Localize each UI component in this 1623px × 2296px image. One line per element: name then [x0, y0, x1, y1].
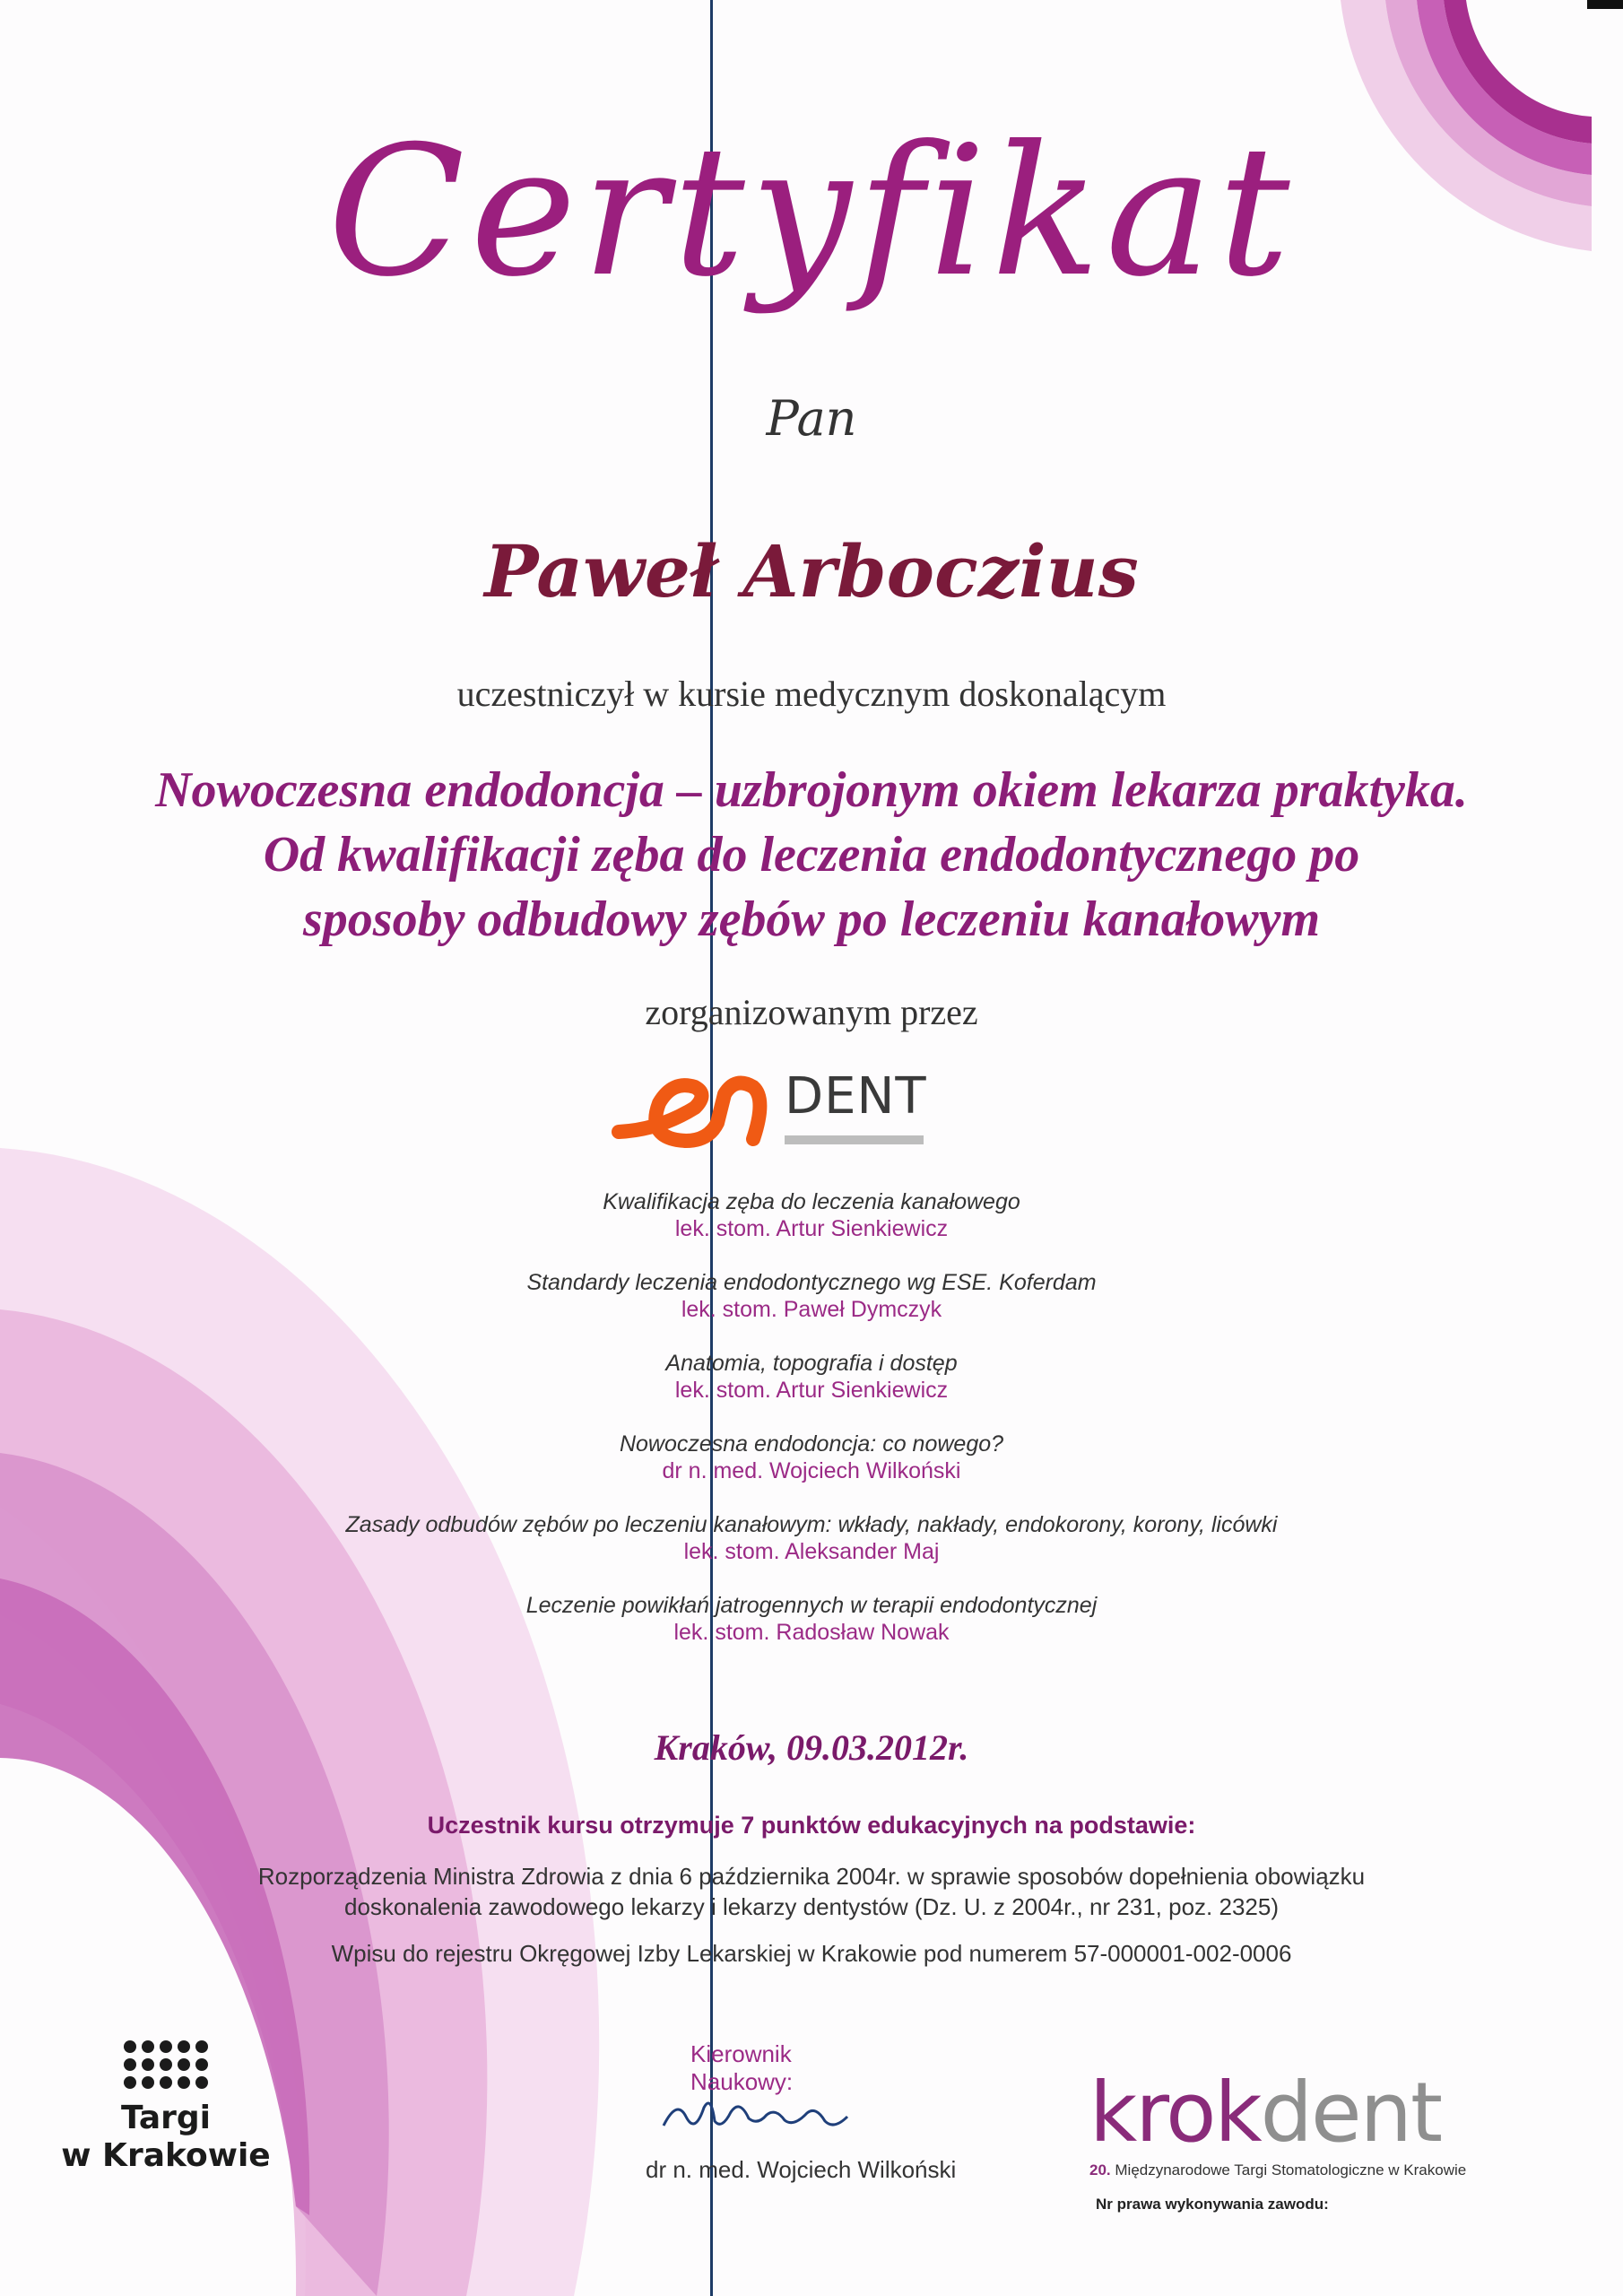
targi-w-krakowie-logo [58, 2040, 273, 2175]
corner-mark [1587, 0, 1623, 9]
course-title [0, 758, 1623, 952]
place-and-date: Kraków, 09.03.2012r. [654, 1727, 969, 1768]
lecture-topic: Standardy leczenia endodontycznego wg ESE. Koferdam [526, 1270, 1097, 1295]
lecture-item [0, 1188, 1623, 1242]
scientific-head-name: dr n. med. Wojciech Wilkoński [646, 2156, 957, 2183]
lecture-speaker: lek. stom. Radosław Nowak [673, 1620, 950, 1645]
targi-logo-line2: w Krakowie [61, 2137, 271, 2174]
organized-by-label: zorganizowanym przez [645, 992, 978, 1032]
lecture-topic: Leczenie powikłań jatrogennych w terapii endodontycznej [525, 1593, 1098, 1618]
endent-logo [610, 1067, 950, 1166]
krokdent-subtitle-text: Międzynarodowe Targi Stomatologiczne w Krakowie [1115, 2161, 1467, 2179]
participation-statement: uczestniczył w kursie medycznym doskonalącym [456, 674, 1167, 714]
legal-basis-line: doskonalenia zawodowego lekarzy i lekarzy dentystów (Dz. U. z 2004r., nr 231, poz. 2325) [344, 1893, 1279, 1920]
lecture-item [0, 1269, 1623, 1323]
course-title-line: Nowoczesna endodoncja – uzbrojonym okiem lekarza praktyka. [155, 762, 1468, 818]
lecture-speaker: lek. stom. Aleksander Maj [683, 1539, 940, 1564]
krokdent-word-krok: krok [1089, 2065, 1261, 2161]
lecture-speaker: dr n. med. Wojciech Wilkoński [662, 1458, 961, 1483]
education-points-statement: Uczestnik kursu otrzymuje 7 punktów edukacyjnych na podstawie: [427, 1812, 1196, 1839]
course-title-line: Od kwalifikacji zęba do leczenia endodontycznego po [263, 827, 1360, 883]
honorific: Pan [766, 390, 857, 447]
signature-icon [659, 2081, 856, 2144]
lecture-topic: Zasady odbudów zębów po leczeniu kanałowym: wkłady, nakłady, endokorony, korony, licówki [345, 1512, 1278, 1537]
course-title-line: sposoby odbudowy zębów po leczeniu kanałowym [302, 891, 1321, 947]
lecture-topic: Nowoczesna endodoncja: co nowego? [619, 1431, 1004, 1457]
lecture-speaker: lek. stom. Artur Sienkiewicz [674, 1216, 949, 1241]
krokdent-wordmark [1089, 2065, 1538, 2161]
lecture-topic: Anatomia, topografia i dostęp [665, 1351, 958, 1376]
endent-logo-bar [785, 1135, 924, 1144]
endent-mark-icon [610, 1067, 789, 1166]
certificate-title: Certyfikat [327, 108, 1296, 317]
krokdent-edition: 20. [1089, 2161, 1111, 2179]
legal-basis-line: Rozporządzenia Ministra Zdrowia z dnia 6 października 2004r. w sprawie sposobów dopełnienia obowiązku [257, 1863, 1366, 1890]
krokdent-word-dent: dent [1260, 2065, 1442, 2161]
targi-dots-icon [124, 2040, 208, 2089]
targi-logo-line1: Targi [120, 2100, 212, 2136]
lecture-item [0, 1511, 1623, 1565]
lecture-speaker: lek. stom. Artur Sienkiewicz [674, 1378, 949, 1403]
registry-statement: Wpisu do rejestru Okręgowej Izby Lekarskiej w Krakowie pod numerem 57-000001-002-0006 [331, 1940, 1292, 1967]
scientific-head-label: Kierownik Naukowy: [690, 2040, 794, 2095]
lecture-item [0, 1350, 1623, 1404]
krokdent-subtitle [1089, 2161, 1538, 2179]
lecture-speaker: lek. stom. Paweł Dymczyk [681, 1297, 942, 1322]
lecture-topic: Kwalifikacja zęba do leczenia kanałowego [603, 1189, 1020, 1214]
endent-logo-word: DENT [785, 1067, 927, 1126]
recipient-name: Paweł Arboczius [484, 529, 1139, 613]
legal-basis [0, 1861, 1623, 1922]
krokdent-logo [1089, 2065, 1538, 2179]
license-number-label: Nr prawa wykonywania zawodu: [1096, 2196, 1329, 2213]
lecture-list [0, 1188, 1623, 1673]
lecture-item [0, 1592, 1623, 1646]
lecture-item [0, 1431, 1623, 1484]
